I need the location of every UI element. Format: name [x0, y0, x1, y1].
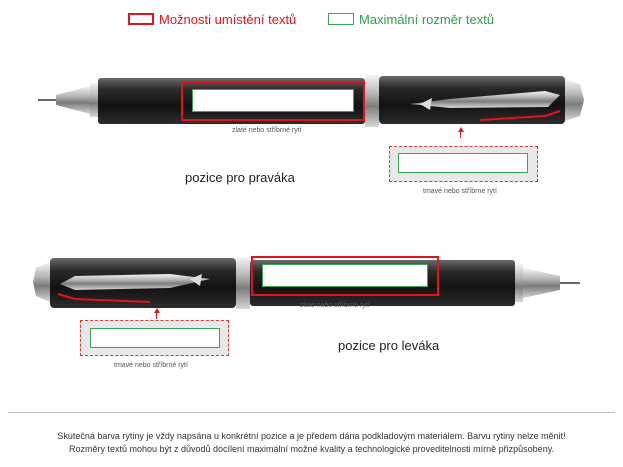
position-label-left: pozice pro leváka: [338, 338, 440, 353]
barrel-caption-right: zlaté nebo stříbrné rytí: [232, 127, 302, 134]
legend-max-size-label: Maximální rozměr textů: [359, 11, 495, 27]
barrel-max-size-box-left: [262, 264, 428, 287]
legend-placement-label: Možnosti umístění textů: [159, 11, 297, 27]
position-label-right: pozice pro praváka: [185, 170, 295, 185]
divider: [8, 412, 615, 413]
arrow-stem: [460, 132, 461, 138]
footer-line-2: Rozměry textů mohou být z důvodů docílení maximální možné kvality a technologické proveditelnosti mírně přizpůsobeny.: [68, 444, 555, 454]
footer-line-1: Skutečná barva rytiny je vždy napsána u konkrétní pozice a je předem dána podkladovým materiálem. Barvu rytiny nelze měnit!: [57, 431, 566, 441]
green-swatch-icon: [328, 13, 354, 25]
clip-max-size-box-right: [398, 153, 528, 173]
arrow-stem: [156, 313, 157, 319]
arrow-up-icon: [154, 308, 160, 313]
legend: [0, 9, 623, 29]
red-swatch-icon: [128, 13, 154, 25]
barrel-max-size-box-right: [192, 89, 354, 112]
barrel-caption-left: zlaté nebo stříbrné rytí: [300, 302, 370, 309]
clip-caption-right: tmavé nebo stříbrné rytí: [423, 188, 497, 195]
clip-max-size-box-left: [90, 328, 220, 348]
clip-caption-left: tmavé nebo stříbrné rytí: [114, 362, 188, 369]
arrow-up-icon: [458, 127, 464, 132]
legend-max-size: [328, 9, 494, 29]
legend-placement: [128, 9, 296, 29]
